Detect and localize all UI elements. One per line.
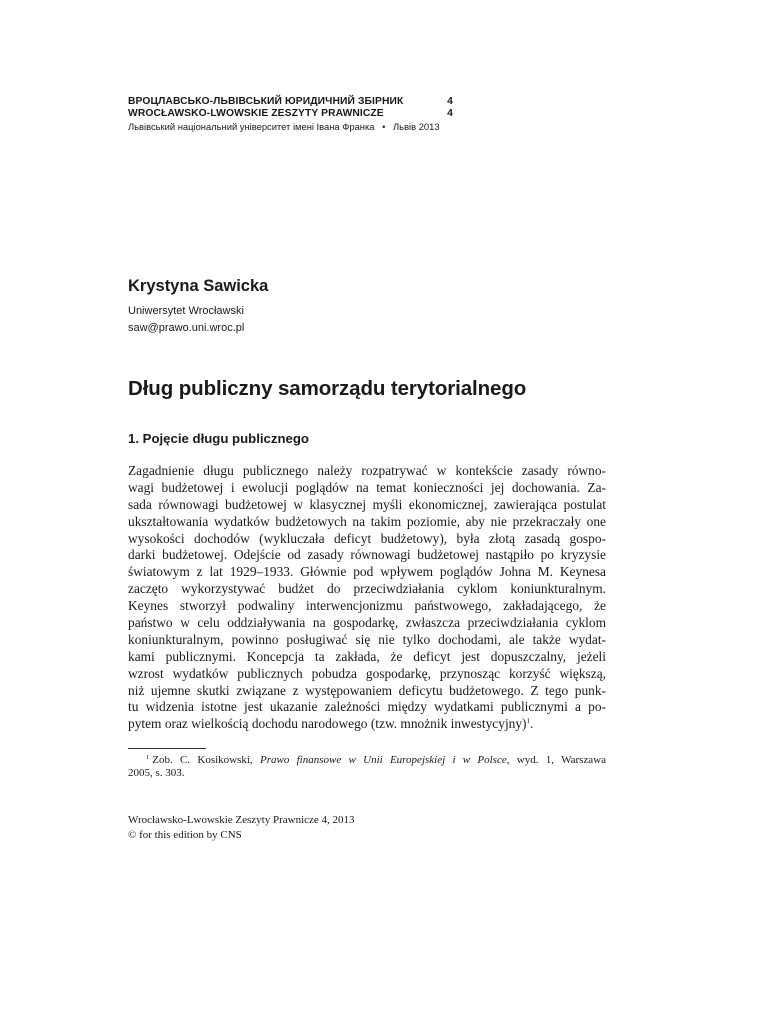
footnote-line: 2005, s. 303. (128, 766, 185, 779)
bullet-separator: • (382, 121, 386, 132)
journal-title-pl: WROCŁAWSKO-LWOWSKIE ZESZYTY PRAWNICZE (128, 108, 384, 119)
imprint-citation: Wrocławsko-Lwowskie Zeszyty Prawnicze 4, 2013 (128, 814, 355, 826)
imprint-copyright: © for this edition by CNS (128, 829, 242, 841)
paragraph-line: Keynes stworzył podwaliny interwencjonizmu państwowego, zakładającego, że (128, 598, 606, 614)
journal-title-ua-row (128, 96, 453, 108)
paragraph-line: ukształtowania wydatków budżetowych na takim poziomie, aby nie przekraczały one (128, 513, 606, 529)
footnote-text-pre: Zob. C. Kosikowski, (152, 754, 260, 766)
paragraph-line: kami publicznymi. Koncepcja ta zakłada, że deficyt jest dopuszczalny, jeżeli (128, 648, 606, 664)
footnote-cited-title: Prawo finansowe w Unii Europejskiej i w Polsce (259, 754, 507, 766)
paragraph-line: światowym z lat 1929–1933. Głównie pod wpływem poglądów Johna M. Keynesa (128, 564, 606, 580)
footnote-text-post: , wyd. 1, Warszawa (506, 754, 607, 766)
paragraph-line: niż ujemne skutki związane z występowaniem deficytu budżetowego. Z tego punk- (128, 682, 606, 698)
journal-title-ua: ВРОЦЛАВСЬКО-ЛЬВІВСЬКИЙ ЮРИДИЧНИЙ ЗБІРНИК (128, 96, 404, 107)
volume-number-pl: 4 (447, 108, 453, 119)
publisher-line (128, 120, 453, 133)
paragraph-line: koniunkturalnym, powinno posługiwać się nie tylko dochodami, ale także wydat- (128, 631, 606, 647)
paragraph-line: wzrost wydatków publicznych pobudza gospodarkę, przynosząc korzyść większą, (128, 665, 606, 681)
paragraph-line-text: pytem oraz wielkością dochodu narodowego (tzw. mnożnik inwestycyjny) (128, 716, 527, 732)
footnote-mark: 1 (146, 754, 150, 761)
paragraph-last-line: pytem oraz wielkością dochodu narodowego (tzw. mnożnik inwestycyjny)$^1$. (128, 716, 534, 732)
article-title: Dług publiczny samorządu terytorialnego (128, 377, 527, 400)
imprint (128, 813, 355, 843)
author-email: saw@prawo.uni.wroc.pl (128, 322, 245, 334)
paragraph-line: Zagadnienie długu publicznego należy rozpatrywać w kontekście zasady równo- (128, 463, 606, 478)
place-year: Львів 2013 (393, 121, 440, 132)
author-details (128, 303, 244, 337)
section-heading: 1. Pojęcie długu publicznego (128, 431, 309, 446)
author-name: Krystyna Sawicka (128, 277, 269, 295)
paragraph-line: wagi budżetowej i ewolucji poglądów na temat konieczności jej dochowania. Za- (128, 479, 606, 495)
journal-title-pl-row (128, 108, 453, 120)
paragraph-line: tu widzenia istotne jest ukazanie zależności między wydatkami publicznymi a po- (128, 699, 606, 715)
volume-number-ua: 4 (447, 96, 453, 107)
paragraph-line: darki budżetowej. Odejście od zasady równowagi budżetowej nastąpiło po kryzysie (128, 547, 606, 563)
author-affiliation: Uniwersytet Wrocławski (128, 305, 244, 317)
paragraph-line: sada równowagi budżetowej w klasycznej myśli ekonomicznej, zawierająca postulat (128, 496, 606, 512)
footnote-divider (128, 748, 206, 749)
paragraph-line: państwo w celu oddziaływania na gospodarkę, zwłaszcza przeciwdziałania cyklom (128, 615, 606, 631)
footnote-reference: 1 (526, 717, 531, 726)
body-paragraph (128, 463, 606, 733)
footnote-line (128, 750, 606, 766)
paragraph-line: zaczęto wykorzystywać budżet do przeciwdziałania cyklom koniunkturalnym. (128, 581, 606, 597)
paragraph-line: wysokości dochodów (wykluczała deficyt budżetowy), była złotą zasadą gospo- (128, 530, 606, 546)
journal-header (128, 96, 453, 133)
footnote (128, 750, 606, 781)
university-name: Львівський національний університет імені Івана Франка (128, 121, 375, 132)
